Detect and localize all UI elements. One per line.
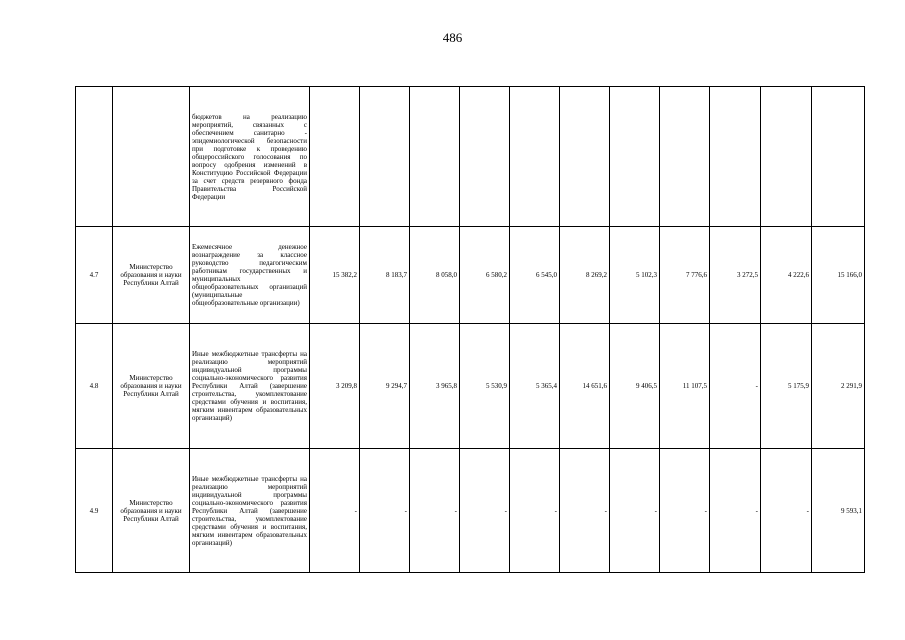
- row-number: 4.8: [76, 324, 113, 449]
- row-number: 4.9: [76, 449, 113, 573]
- value-cell: 3 209,8: [310, 324, 360, 449]
- value-cell: [812, 87, 865, 227]
- description-cell: бюджетов на реализацию мероприятий, связанных с обеспечением санитарно - эпидемиологической безопасности при подготовке к проведению общероссийского голосования по вопросу одобрения изменений в Конституцию Российской Федерации за счет средств резервного фонда Правительства Российской Федерации: [190, 87, 310, 227]
- value-cell: 8 058,0: [410, 227, 460, 324]
- value-cell: 2 291,9: [812, 324, 865, 449]
- table-row: [76, 227, 865, 324]
- value-cell: [510, 87, 560, 227]
- value-cell: [610, 87, 660, 227]
- value-cell: [660, 87, 710, 227]
- table-row: [76, 87, 865, 227]
- value-cell: 5 530,9: [460, 324, 510, 449]
- value-cell: 4 222,6: [761, 227, 812, 324]
- value-cell: 7 776,6: [660, 227, 710, 324]
- value-cell: [460, 87, 510, 227]
- value-cell: [360, 87, 410, 227]
- row-number: [76, 87, 113, 227]
- description-cell: Ежемесячное денежное вознаграждение за классное руководство педагогическим работникам государственных и муниципальных общеобразовательных организаций (муниципальные общеобразовательные организации): [190, 227, 310, 324]
- value-cell: 15 166,0: [812, 227, 865, 324]
- organization-cell: Министерство образования и науки Республики Алтай: [113, 324, 190, 449]
- value-cell: 8 183,7: [360, 227, 410, 324]
- value-cell: -: [310, 449, 360, 573]
- value-cell: 8 269,2: [560, 227, 610, 324]
- value-cell: -: [410, 449, 460, 573]
- value-cell: 14 651,6: [560, 324, 610, 449]
- value-cell: [560, 87, 610, 227]
- value-cell: [710, 87, 761, 227]
- value-cell: -: [460, 449, 510, 573]
- value-cell: 3 965,8: [410, 324, 460, 449]
- value-cell: 11 107,5: [660, 324, 710, 449]
- value-cell: -: [610, 449, 660, 573]
- value-cell: [410, 87, 460, 227]
- description-cell: Иные межбюджетные трансферты на реализацию мероприятий индивидуальной программы социально-экономического развития Республики Алтай (завершение строительства, укомплектование средствами обучения и воспитания, мягким инвентарем образовательных организаций): [190, 324, 310, 449]
- value-cell: -: [710, 449, 761, 573]
- value-cell: -: [360, 449, 410, 573]
- value-cell: -: [660, 449, 710, 573]
- table-row: [76, 324, 865, 449]
- organization-cell: Министерство образования и науки Республики Алтай: [113, 449, 190, 573]
- value-cell: -: [761, 449, 812, 573]
- value-cell: 6 580,2: [460, 227, 510, 324]
- value-cell: -: [710, 324, 761, 449]
- organization-cell: [113, 87, 190, 227]
- row-number: 4.7: [76, 227, 113, 324]
- value-cell: [761, 87, 812, 227]
- budget-table: [75, 86, 865, 573]
- value-cell: -: [560, 449, 610, 573]
- value-cell: 3 272,5: [710, 227, 761, 324]
- description-cell: Иные межбюджетные трансферты на реализацию мероприятий индивидуальной программы социально-экономического развития Республики Алтай (завершение строительства, укомплектование средствами обучения и воспитания, мягким инвентарем образовательных организаций): [190, 449, 310, 573]
- value-cell: 15 382,2: [310, 227, 360, 324]
- value-cell: [310, 87, 360, 227]
- value-cell: 9 593,1: [812, 449, 865, 573]
- value-cell: 5 102,3: [610, 227, 660, 324]
- value-cell: 9 294,7: [360, 324, 410, 449]
- value-cell: -: [510, 449, 560, 573]
- value-cell: 9 406,5: [610, 324, 660, 449]
- value-cell: 5 365,4: [510, 324, 560, 449]
- page-number: 486: [442, 30, 463, 45]
- value-cell: 6 545,0: [510, 227, 560, 324]
- value-cell: 5 175,9: [761, 324, 812, 449]
- table-row: [76, 449, 865, 573]
- organization-cell: Министерство образования и науки Республики Алтай: [113, 227, 190, 324]
